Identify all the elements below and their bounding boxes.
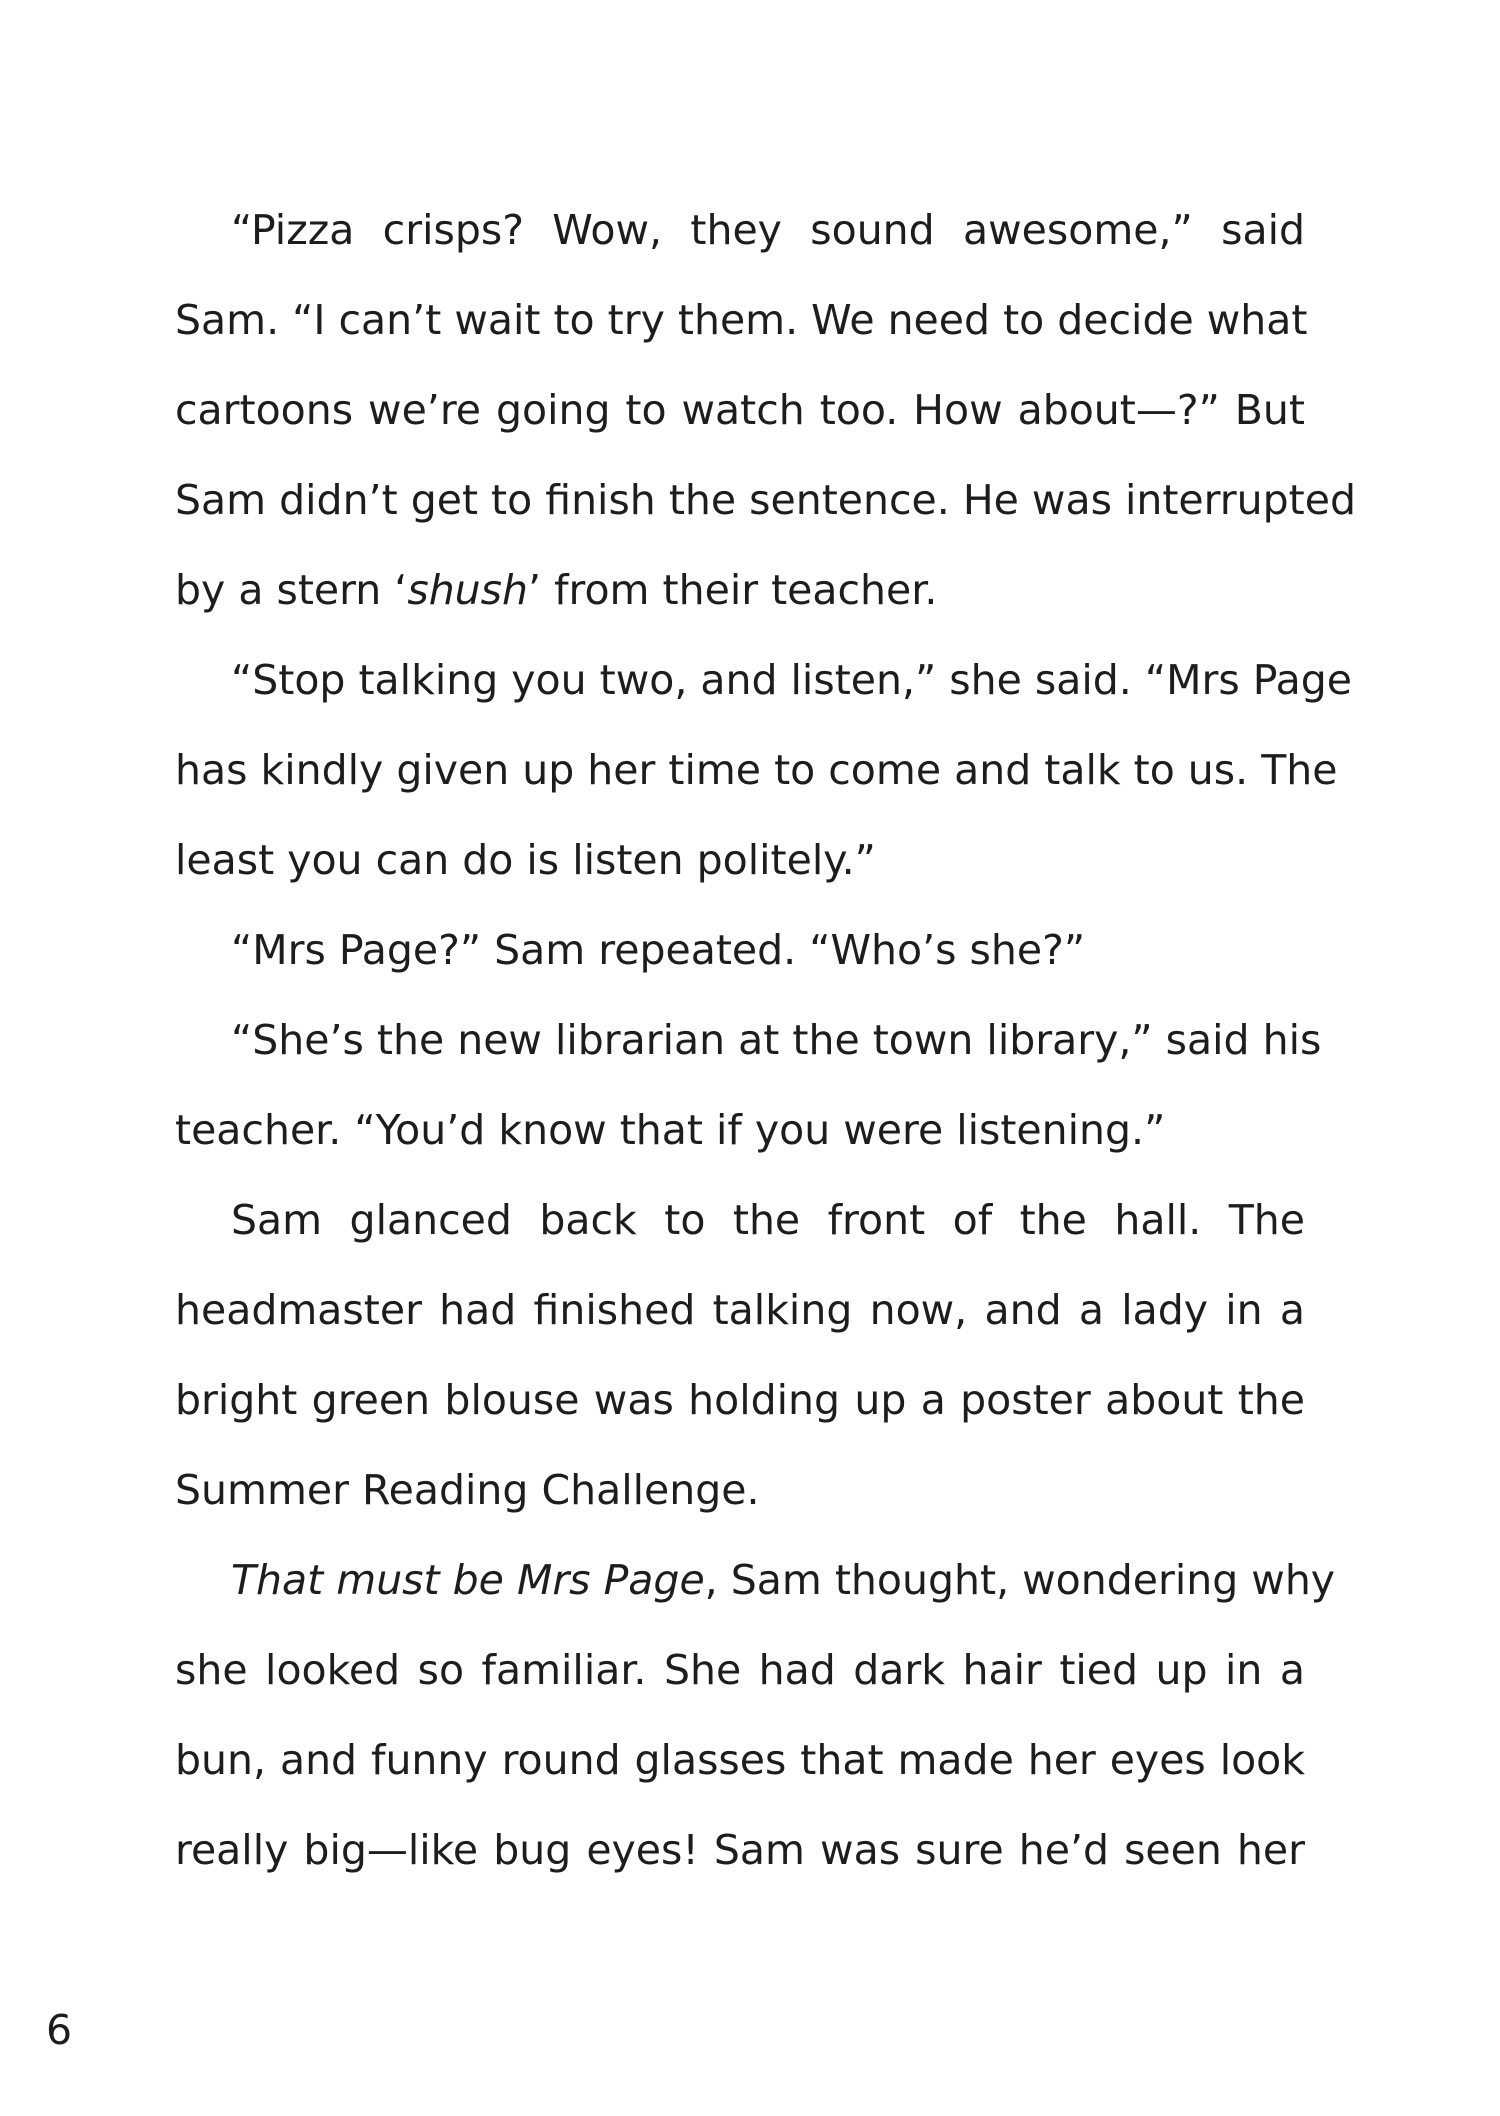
text-line <box>175 905 1305 995</box>
text-segment: she looked so familiar. She had dark hair tied up in a <box>175 1646 1305 1694</box>
text-line <box>175 1625 1305 1715</box>
text-line <box>175 635 1352 725</box>
italic-text: That must be Mrs Page <box>231 1556 705 1604</box>
text-segment: Sam didn’t get to finish the sentence. He was interrupted <box>175 476 1356 524</box>
text-line <box>175 185 1305 275</box>
text-segment: ’ from their teacher. <box>528 566 938 614</box>
text-segment: “Mrs Page?” Sam repeated. “Who’s she?” <box>231 926 1086 974</box>
text-line <box>175 1085 1305 1175</box>
text-line <box>175 1265 1305 1355</box>
text-segment: really big—like bug eyes! Sam was sure he’d seen her <box>175 1826 1305 1874</box>
text-segment: bun, and funny round glasses that made her eyes look <box>175 1736 1305 1784</box>
text-segment: teacher. “You’d know that if you were listening.” <box>175 1106 1166 1154</box>
text-segment: Sam glanced back to the front of the hall. The <box>231 1196 1305 1244</box>
text-segment: Sam. “I can’t wait to try them. We need to decide what <box>175 296 1308 344</box>
text-line <box>175 1445 1305 1535</box>
text-segment: “Pizza crisps? Wow, they sound awesome,” said <box>231 206 1305 254</box>
text-line <box>175 365 1305 455</box>
text-line <box>175 815 1305 905</box>
text-line <box>175 1355 1305 1445</box>
text-line <box>175 1535 1336 1625</box>
text-line <box>175 275 1308 365</box>
text-segment: , Sam thought, wondering why <box>704 1556 1336 1604</box>
body-text <box>175 185 1356 1895</box>
text-segment: bright green blouse was holding up a poster about the <box>175 1376 1305 1424</box>
page-number: 6 <box>46 2006 73 2054</box>
text-segment: headmaster had finished talking now, and a lady in a <box>175 1286 1305 1334</box>
text-segment: “She’s the new librarian at the town library,” said his <box>231 1016 1322 1064</box>
text-line <box>175 725 1338 815</box>
text-line <box>175 1805 1305 1895</box>
italic-text: shush <box>407 566 529 614</box>
text-line <box>175 995 1322 1085</box>
text-segment: least you can do is listen politely.” <box>175 836 876 884</box>
text-line <box>175 545 1305 635</box>
text-segment: “Stop talking you two, and listen,” she said. “Mrs Page <box>231 656 1352 704</box>
text-segment: has kindly given up her time to come and talk to us. The <box>175 746 1338 794</box>
text-line <box>175 455 1356 545</box>
text-segment: cartoons we’re going to watch too. How about—?” But <box>175 386 1305 434</box>
text-segment: Summer Reading Challenge. <box>175 1466 760 1514</box>
text-line <box>175 1175 1305 1265</box>
text-segment: by a stern ‘ <box>175 566 408 614</box>
text-line <box>175 1715 1305 1805</box>
